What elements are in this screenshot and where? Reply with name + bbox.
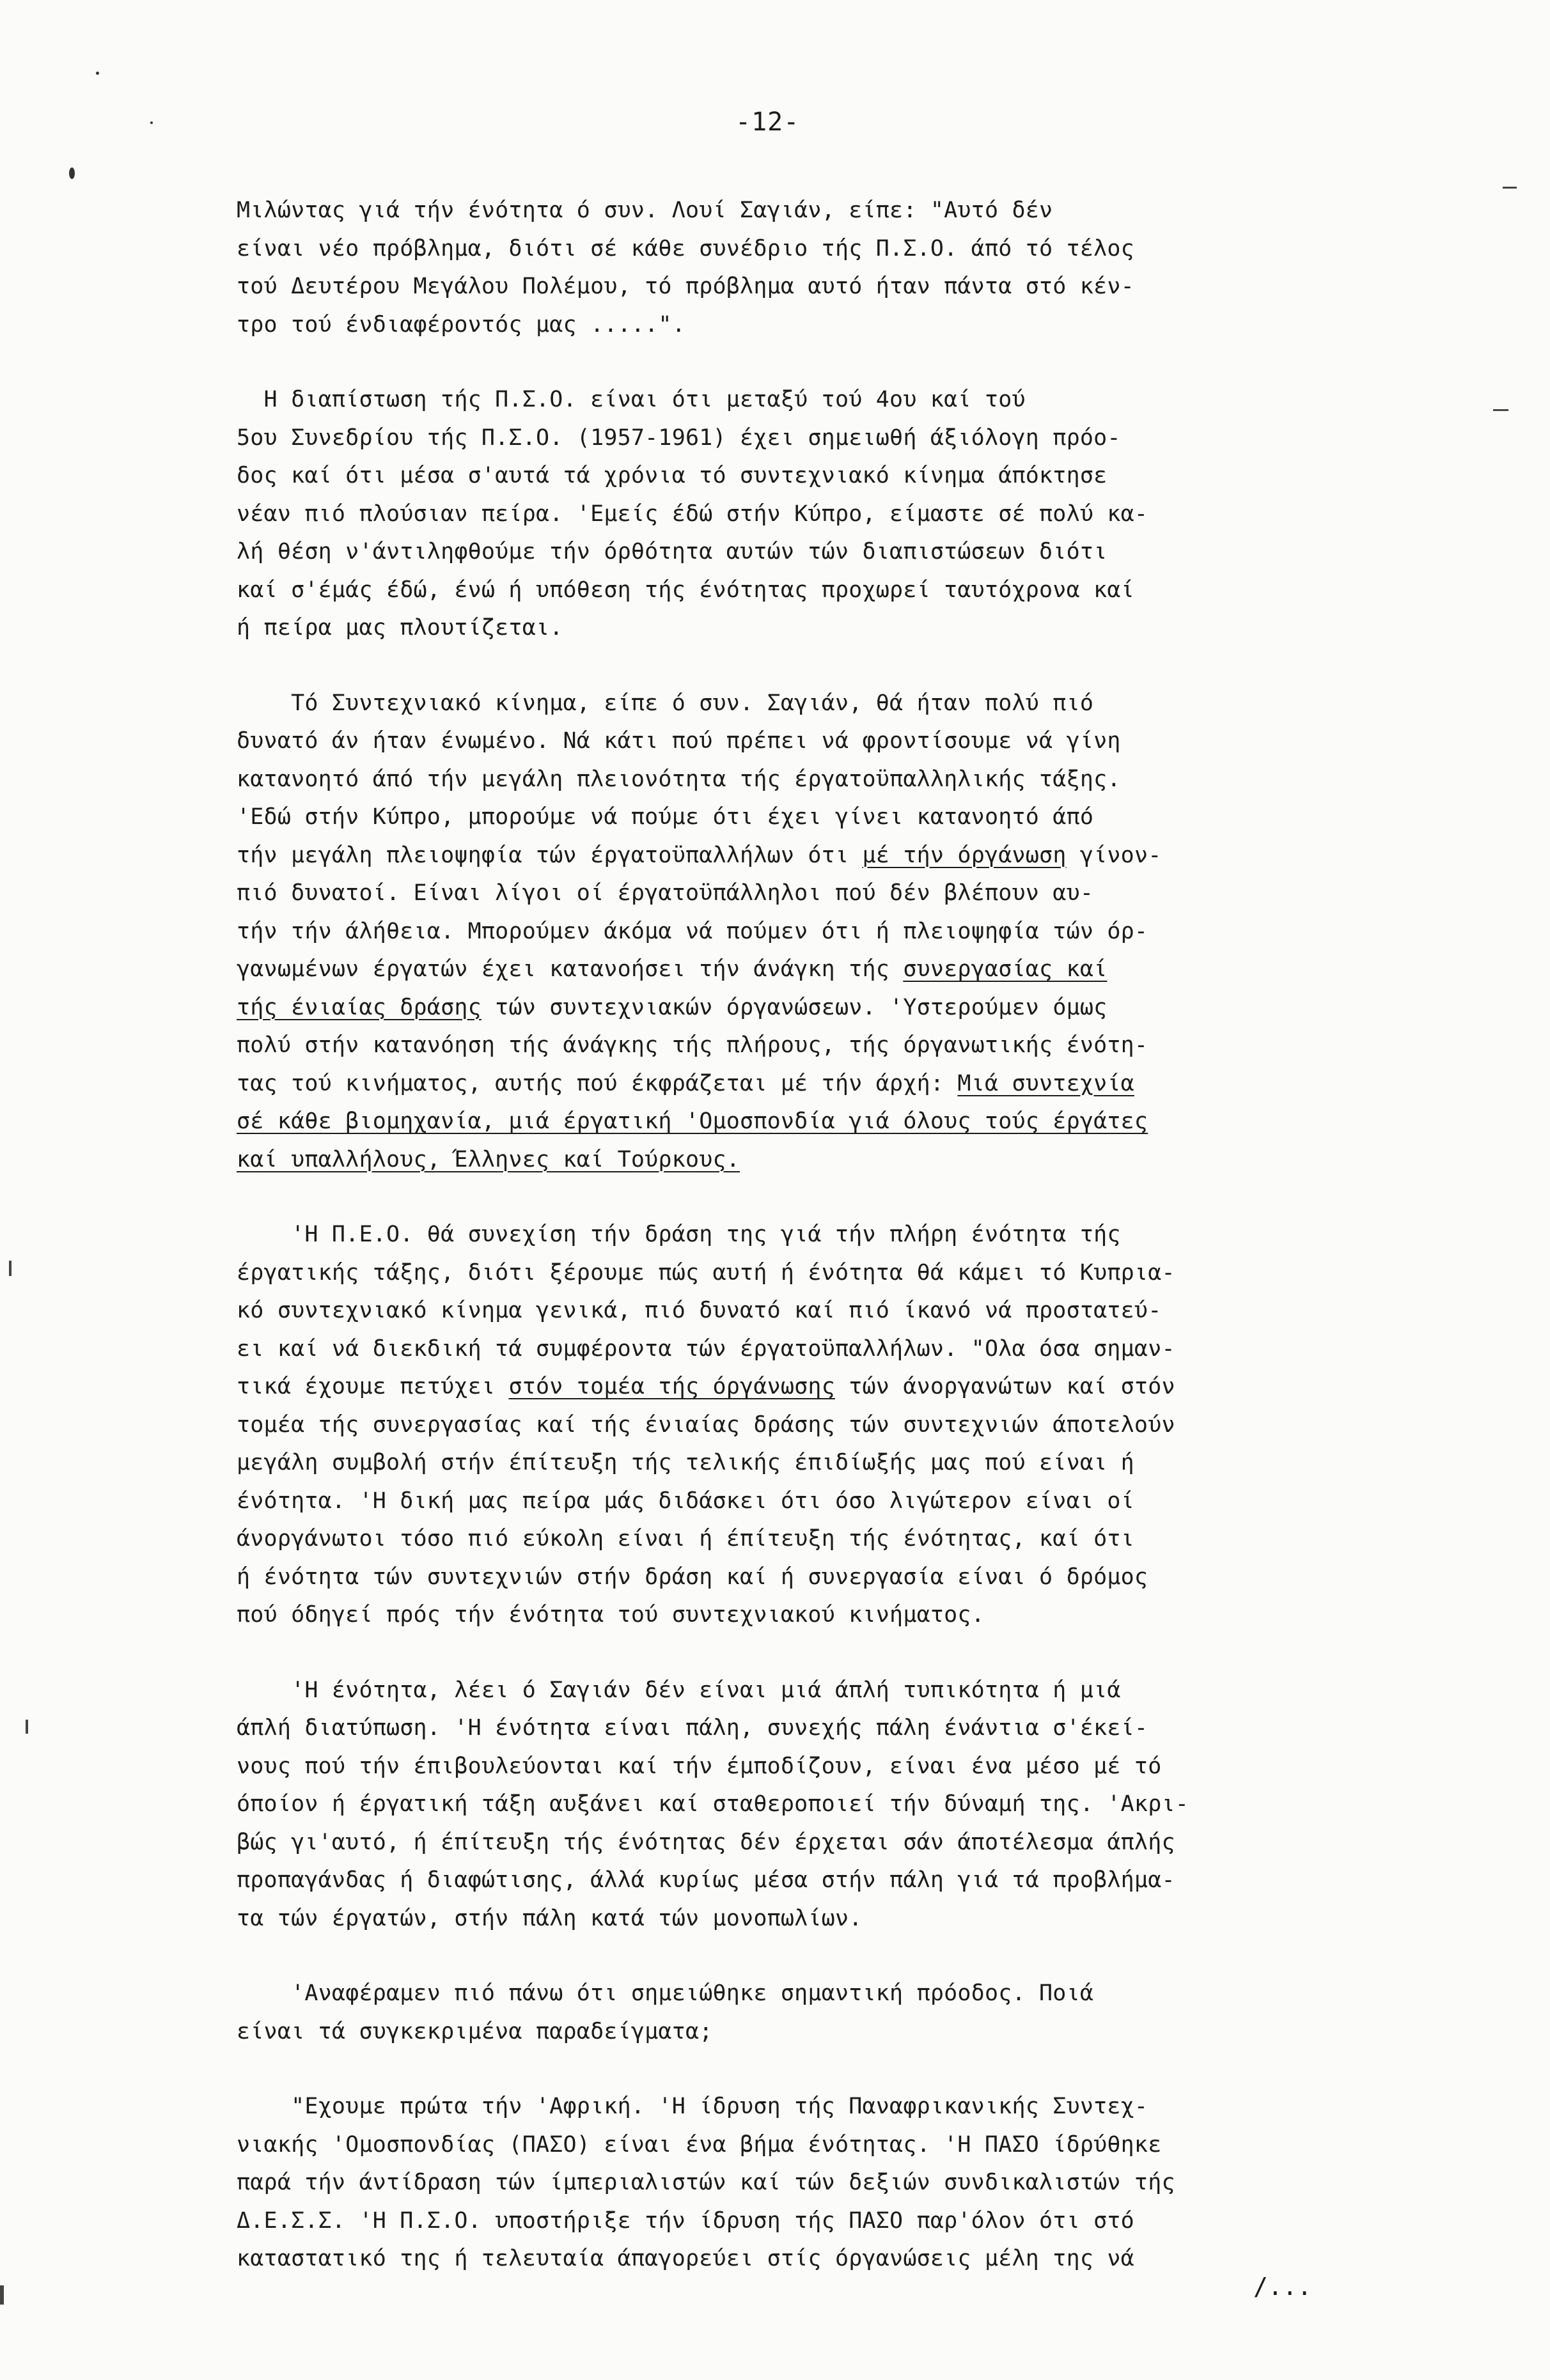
text-line: τα τών έργατών, στήν πάλη κατά τών μονοπωλίων.: [237, 1905, 863, 1931]
scan-edge-mark: [26, 1720, 28, 1734]
text-line: είναι νέο πρόβλημα, διότι σέ κάθε συνέδριο τής Π.Σ.Ο. άπό τό τέλος: [237, 235, 1134, 261]
text-line: μεγάλη συμβολή στήν έπίτευξη τής τελικής έπιδίωξής μας πού είναι ή: [237, 1450, 1134, 1475]
text-line: προπαγάνδας ή διαφώτισης, άλλά κυρίως μέσα στήν πάλη γιά τά προβλήμα-: [237, 1867, 1175, 1893]
text-line: πού όδηγεί πρός τήν ένότητα τού συντεχνιακού κινήματος.: [237, 1602, 985, 1628]
text-line: Μιλώντας γιά τήν ένότητα ό συν. Λουί Σαγιάν, είπε: "Αυτό δέν: [237, 198, 1053, 223]
text-line: κατανοητό άπό τήν μεγάλη πλειονότητα τής έργατοϋπαλληλικής τάξης.: [237, 766, 1121, 792]
underlined-phrase: καί υπαλλήλους, Έλληνες καί Τούρκους.: [237, 1146, 740, 1172]
text-line: Τό Συντεχνιακό κίνημα, είπε ό συν. Σαγιάν, θά ήταν πολύ πιό: [237, 690, 1094, 716]
text-line: 'Εδώ στήν Κύπρο, μπορούμε νά πούμε ότι έχει γίνει κατανοητό άπό: [237, 804, 1094, 830]
text-segment: γίνον-: [1066, 842, 1162, 868]
page-number: -12-: [735, 107, 800, 137]
text-line: Η διαπίστωση τής Π.Σ.Ο. είναι ότι μεταξύ τού 4ου καί τού: [237, 387, 1026, 412]
text-line: Δ.Ε.Σ.Σ. 'Η Π.Σ.Ο. υποστήριξε τήν ίδρυση τής ΠΑΣΟ παρ'όλον ότι στό: [237, 2207, 1134, 2234]
text-line: ένότητα. 'Η δική μας πείρα μάς διδάσκει ότι όσο λιγώτερον είναι οί: [237, 1488, 1134, 1514]
paragraph-6: [237, 1975, 1420, 2051]
text-line: βώς γι'αυτό, ή έπίτευξη τής ένότητας δέν έρχεται σάν άποτέλεσμα άπλής: [237, 1829, 1175, 1855]
text-line: [237, 1368, 1420, 1406]
scan-edge-mark: [1493, 409, 1508, 411]
text-line: [237, 1141, 1420, 1179]
text-line: 'Αναφέραμεν πιό πάνω ότι σημειώθηκε σημαντική πρόοδος. Ποιά: [237, 1980, 1094, 2006]
text-segment: τικά έχουμε πετύχει: [237, 1374, 509, 1399]
text-line: 5ου Συνεδρίου τής Π.Σ.Ο. (1957-1961) έχει σημειωθή άξιόλογη πρόο-: [237, 424, 1121, 451]
text-line: δυνατό άν ήταν ένωμένο. Νά κάτι πού πρέπει νά φροντίσουμε νά γίνη: [237, 728, 1121, 754]
continuation-mark: /...: [1253, 2273, 1312, 2301]
text-line: [237, 989, 1420, 1027]
scan-speck: [150, 121, 153, 124]
text-line: τού Δευτέρου Μεγάλου Πολέμου, τό πρόβλημα αυτό ήταν πάντα στό κέν-: [237, 274, 1134, 299]
text-segment: τας τού κινήματος, αυτής πού έκφράζεται μέ τήν άρχή:: [237, 1070, 958, 1096]
text-line: έργατικής τάξης, διότι ξέρουμε πώς αυτή ή ένότητα θά κάμει τό Κυπρια-: [237, 1259, 1175, 1286]
text-segment: τών άνοργανώτων καί στόν: [834, 1374, 1175, 1399]
paragraph-1: [237, 192, 1420, 344]
text-line: "Εχουμε πρώτα τήν 'Αφρική. 'Η ίδρυση τής Παναφρικανικής Συντεχ-: [237, 2094, 1148, 2119]
text-line: [237, 837, 1420, 875]
text-line: ή ένότητα τών συντεχνιών στήν δράση καί ή συνεργασία είναι ό δρόμος: [237, 1564, 1148, 1590]
text-line: [237, 951, 1420, 989]
scan-edge-mark: [0, 2285, 4, 2305]
text-line: λή θέση ν'άντιληφθούμε τήν όρθότητα αυτών τών διαπιστώσεων διότι: [237, 539, 1108, 564]
text-line: είναι τά συγκεκριμένα παραδείγματα;: [237, 2018, 713, 2044]
text-line: ή πείρα μας πλουτίζεται.: [237, 615, 563, 641]
text-line: άνοργάνωτοι τόσο πιό εύκολη είναι ή έπίτευξη τής ένότητας, καί ότι: [237, 1526, 1134, 1552]
text-line: άπλή διατύπωση. 'Η ένότητα είναι πάλη, συνεχής πάλη ένάντια σ'έκεί-: [237, 1715, 1148, 1741]
underlined-phrase: σέ κάθε βιομηχανία, μιά έργατική 'Ομοσπονδία γιά όλους τούς έργάτες: [237, 1108, 1148, 1134]
text-segment: τών συντεχνιακών όργανώσεων. 'Υστερούμεν όμως: [481, 994, 1108, 1020]
text-line: όποίον ή έργατική τάξη αυξάνει καί σταθεροποιεί τήν δύναμή της. 'Ακρι-: [237, 1791, 1189, 1817]
text-line: παρά τήν άντίδραση τών ίμπεριαλιστών καί τών δεξιών συνδικαλιστών τής: [237, 2170, 1175, 2195]
scan-edge-mark: [1503, 187, 1517, 189]
text-line: τήν τήν άλήθεια. Μπορούμεν άκόμα νά πούμεν ότι ή πλειοψηφία τών όρ-: [237, 918, 1148, 944]
body-text: [237, 192, 1420, 2315]
scan-speck: [69, 167, 75, 179]
underlined-phrase: συνεργασίας καί: [903, 956, 1108, 982]
underlined-phrase: στόν τομέα τής όργάνωσης: [508, 1374, 835, 1399]
text-line: δος καί ότι μέσα σ'αυτά τά χρόνια τό συντεχνιακό κίνημα άπόκτησε: [237, 463, 1108, 488]
paragraph-5: [237, 1672, 1420, 1938]
text-line: ει καί νά διεκδική τά συμφέροντα τών έργατοϋπαλλήλων. "Ολα όσα σημαν-: [237, 1335, 1175, 1362]
text-line: καί σ'έμάς έδώ, ένώ ή υπόθεση τής ένότητας προχωρεί ταυτόχρονα καί: [237, 577, 1134, 603]
text-line: 'Η ένότητα, λέει ό Σαγιάν δέν είναι μιά άπλή τυπικότητα ή μιά: [237, 1677, 1121, 1703]
text-line: τρο τού ένδιαφέροντός μας .....".: [237, 311, 685, 338]
text-line: πολύ στήν κατανόηση τής άνάγκης τής πλήρους, τής όργανωτικής ένότη-: [237, 1032, 1148, 1058]
text-line: κό συντεχνιακό κίνημα γενικά, πιό δυνατό καί πιό ίκανό νά προστατεύ-: [237, 1298, 1162, 1323]
paragraph-7: [237, 2088, 1420, 2278]
text-line: νέαν πιό πλούσιαν πείρα. 'Εμείς έδώ στήν Κύπρο, είμαστε σέ πολύ κα-: [237, 501, 1148, 527]
text-line: τομέα τής συνεργασίας καί τής ένιαίας δράσης τών συντεχνιών άποτελούν: [237, 1412, 1175, 1438]
text-line: νιακής 'Ομοσπονδίας (ΠΑΣΟ) είναι ένα βήμα ένότητας. 'Η ΠΑΣΟ ίδρύθηκε: [237, 2131, 1162, 2158]
paragraph-2: [237, 381, 1420, 648]
underlined-phrase: Μιά συντεχνία: [957, 1070, 1134, 1096]
scan-speck: [96, 72, 99, 75]
text-segment: γανωμένων έργατών έχει κατανοήσει τήν άνάγκη τής: [237, 956, 904, 982]
paragraph-4: [237, 1216, 1420, 1635]
text-line: 'Η Π.Ε.Ο. θά συνεχίση τήν δράση της γιά τήν πλήρη ένότητα τής: [237, 1222, 1121, 1247]
text-segment: τήν μεγάλη πλειοψηφία τών έργατοϋπαλλήλων ότι: [237, 842, 863, 868]
text-line: [237, 1065, 1420, 1103]
paragraph-3: [237, 685, 1420, 1179]
text-line: πιό δυνατοί. Είναι λίγοι οί έργατοϋπάλληλοι πού δέν βλέπουν αυ-: [237, 880, 1094, 906]
scan-edge-mark: [9, 1261, 12, 1276]
text-line: καταστατικό της ή τελευταία άπαγορεύει στίς όργανώσεις μέλη της νά: [237, 2246, 1134, 2271]
underlined-phrase: μέ τήν όργάνωση: [862, 842, 1067, 868]
underlined-phrase: τής ένιαίας δράσης: [237, 994, 481, 1020]
text-line: [237, 1103, 1420, 1141]
text-line: νους πού τήν έπιβουλεύονται καί τήν έμποδίζουν, είναι ένα μέσο μέ τό: [237, 1753, 1162, 1779]
